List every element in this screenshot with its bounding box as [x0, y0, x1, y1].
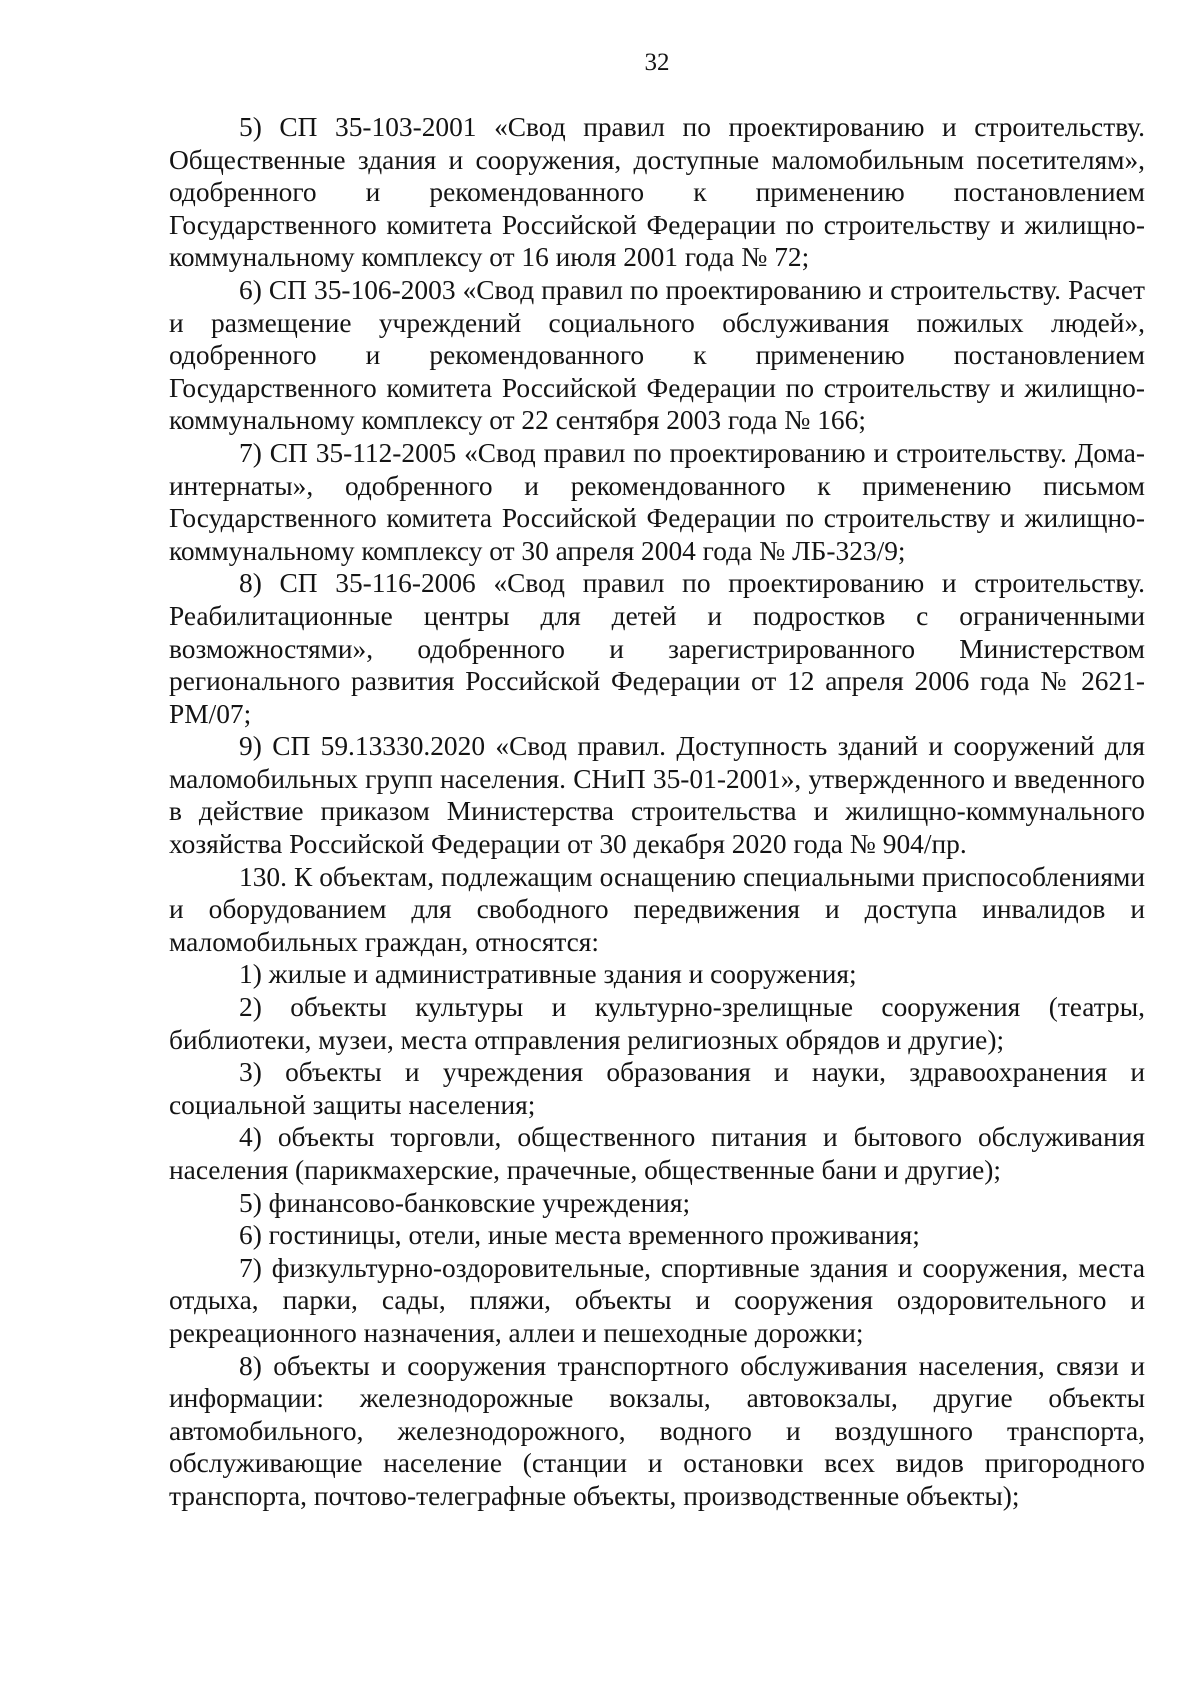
- list-item-8: 8) объекты и сооружения транспортного обслуживания населения, связи и информации: железнодорожные вокзалы, автовокзалы, другие объекты автомобильного, железнодорожного, водного и воздушного транспорта, обслуживающие население (станции и остановки всех видов пригородного транспорта, почтово-телеграфные объекты, производственные объекты);: [169, 1350, 1145, 1511]
- list-item-sp-35-106-2003: 6) СП 35-106-2003 «Свод правил по проектированию и строительству. Расчет и размещение учреждений социального обслуживания пожилых людей», одобренного и рекомендованного к применению постановлением Государственного комитета Российской Федерации по строительству и жилищно-коммунальному комплексу от 22 сентября 2003 года № 166;: [169, 274, 1145, 436]
- list-item-2: 2) объекты культуры и культурно-зрелищные сооружения (театры, библиотеки, музеи, места отправления религиозных обрядов и другие);: [169, 992, 1145, 1055]
- list-item-7: 7) физкультурно-оздоровительные, спортивные здания и сооружения, места отдыха, парки, сады, пляжи, объекты и сооружения оздоровительного и рекреационного назначения, аллеи и пешеходные дорожки;: [169, 1252, 1145, 1348]
- document-body: [169, 111, 1145, 1513]
- list-item-1: 1) жилые и административные здания и сооружения;: [239, 959, 857, 990]
- list-item-5: 5) финансово-банковские учреждения;: [239, 1187, 691, 1218]
- list-item-sp-35-103-2001: 5) СП 35-103-2001 «Свод правил по проектированию и строительству. Общественные здания и сооружения, доступные маломобильным посетителям», одобренного и рекомендованного к применению постановлением Государственного комитета Российской Федерации по строительству и жилищно-коммунальному комплексу от 16 июля 2001 года № 72;: [169, 112, 1145, 273]
- list-item-4: 4) объекты торговли, общественного питания и бытового обслуживания населения (парикмахерские, прачечные, общественные бани и другие);: [169, 1122, 1145, 1185]
- list-item-sp-35-116-2006: 8) СП 35-116-2006 «Свод правил по проектированию и строительству. Реабилитационные центры для детей и подростков с ограниченными возможностями», одобренного и зарегистрированного Министерством регионального развития Российской Федерации от 12 апреля 2006 года № 2621-РМ/07;: [169, 568, 1145, 729]
- list-item-sp-35-112-2005: 7) СП 35-112-2005 «Свод правил по проектированию и строительству. Дома-интернаты», одобренного и рекомендованного к применению письмом Государственного комитета Российской Федерации по строительству и жилищно-коммунальному комплексу от 30 апреля 2004 года № ЛБ-323/9;: [169, 437, 1145, 566]
- clause-130: 130. К объектам, подлежащим оснащению специальными приспособлениями и оборудованием для свободного передвижения и доступа инвалидов и маломобильных граждан, относятся:: [169, 861, 1145, 957]
- list-item-3: 3) объекты и учреждения образования и науки, здравоохранения и социальной защиты населения;: [169, 1057, 1145, 1120]
- list-item-sp-59-13330-2020: 9) СП 59.13330.2020 «Свод правил. Доступность зданий и сооружений для маломобильных групп населения. СНиП 35-01-2001», утвержденного и введенного в действие приказом Министерства строительства и жилищно-коммунального хозяйства Российской Федерации от 30 декабря 2020 года № 904/пр.: [169, 731, 1145, 860]
- page-number: 32: [644, 49, 670, 76]
- list-item-6: 6) гостиницы, отели, иные места временного проживания;: [239, 1220, 920, 1251]
